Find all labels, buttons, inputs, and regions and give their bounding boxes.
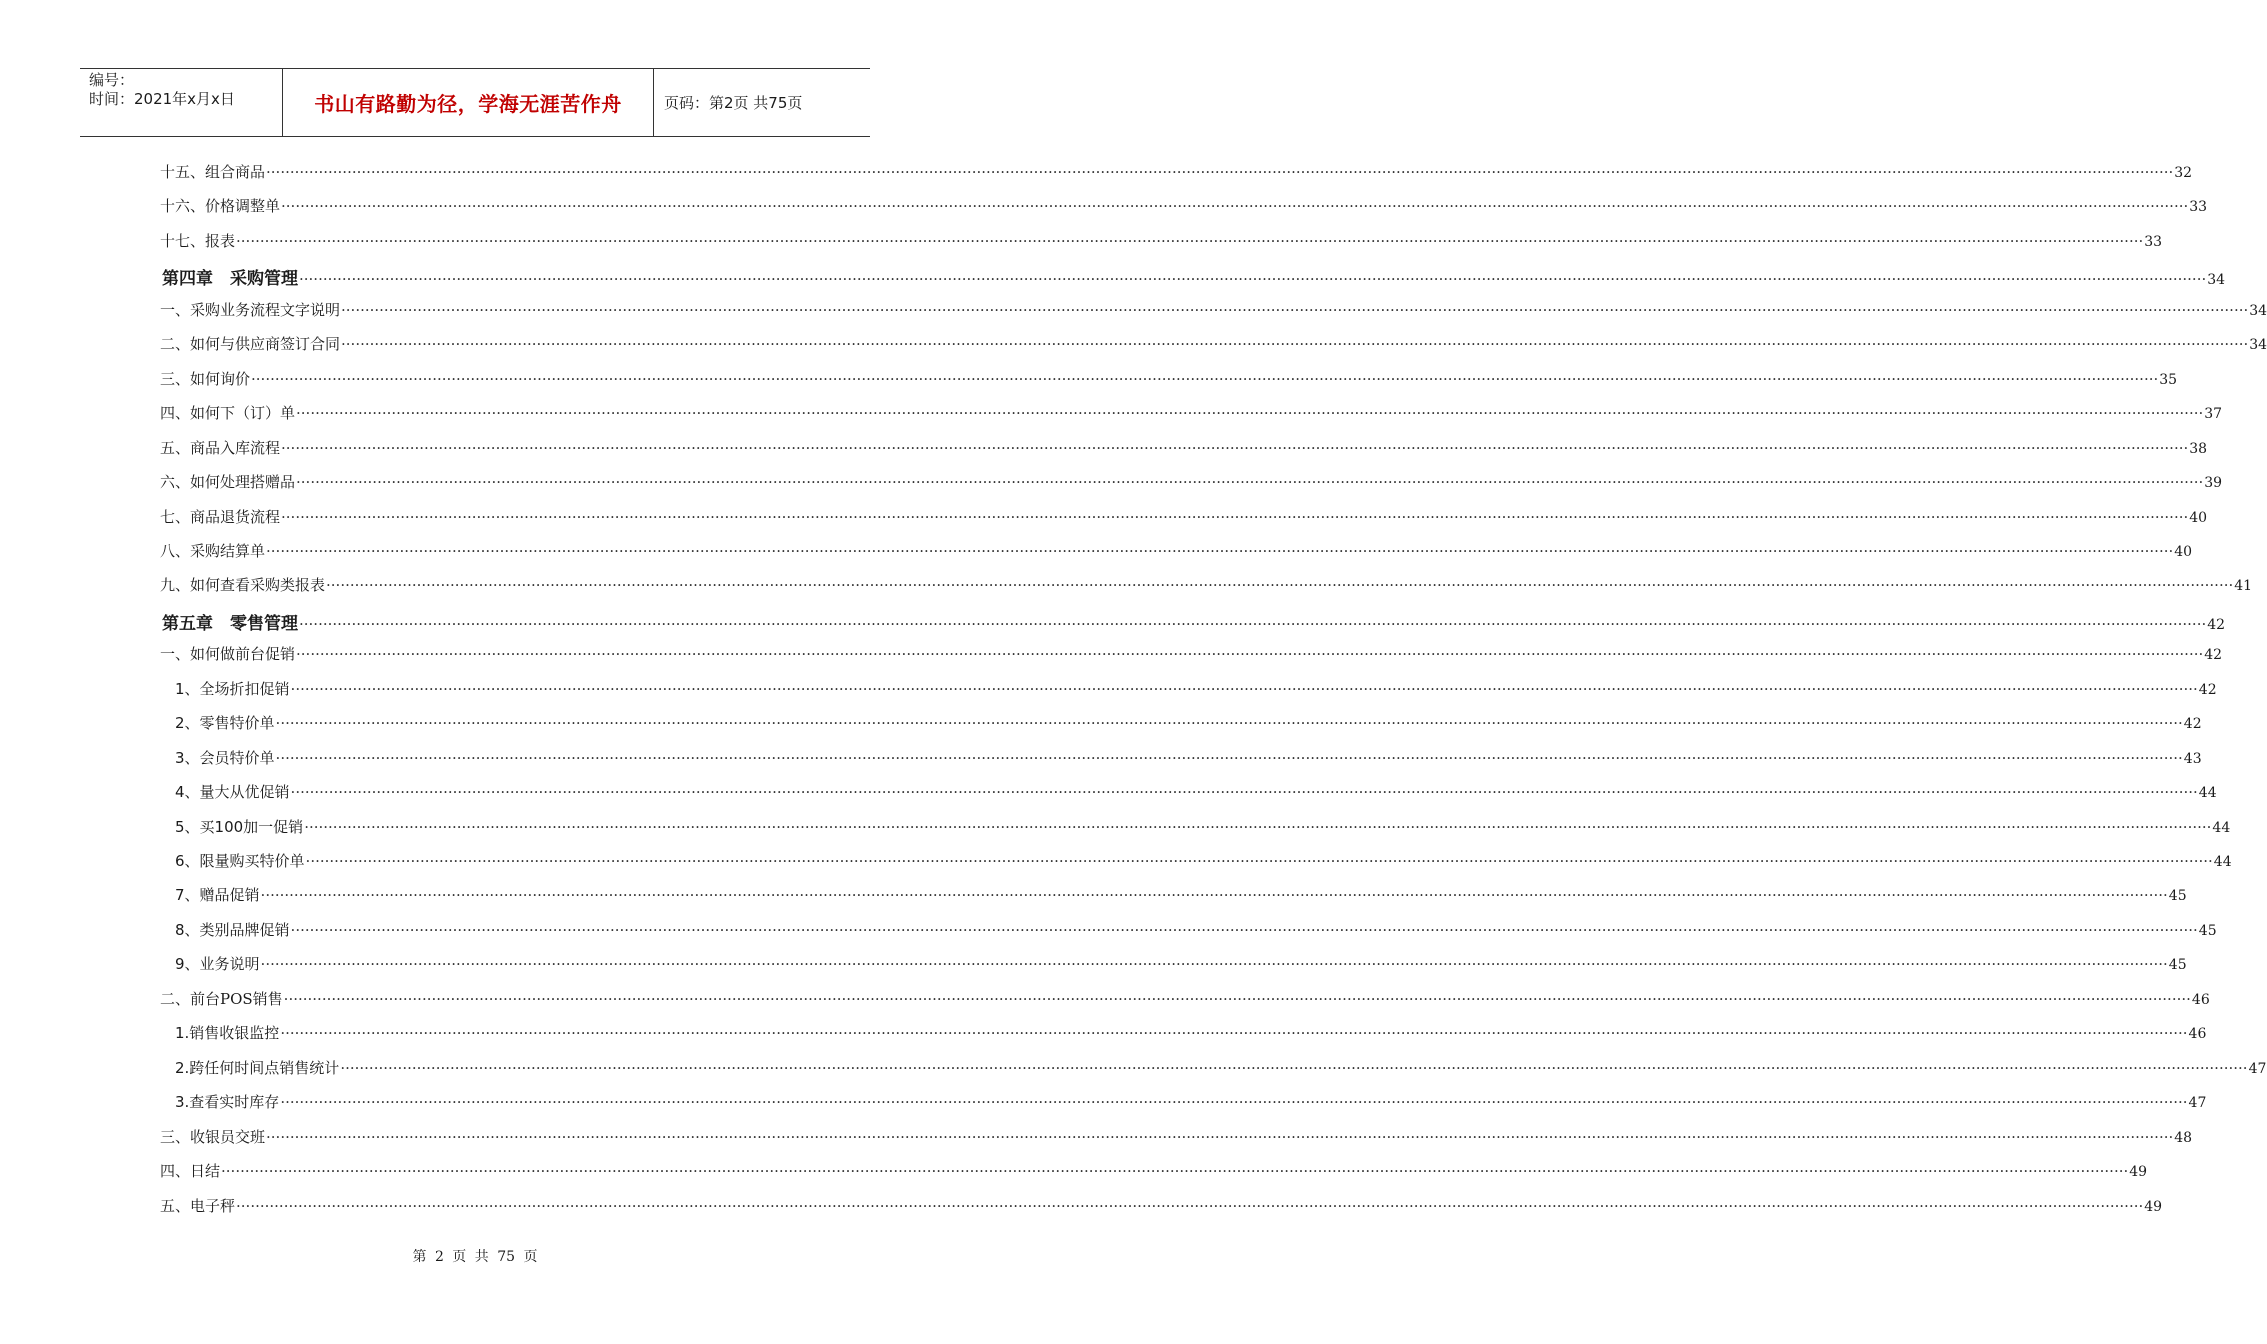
toc-dot-leader: ················································································································································································································································································································································································································ bbox=[275, 748, 2183, 767]
toc-entry-title: 十七、报表 bbox=[160, 231, 236, 250]
toc-dot-leader: ················································································································································································································································································································································································································ bbox=[296, 645, 2204, 664]
toc-dot-leader: ················································································································································································································································································································································································································ bbox=[260, 955, 2168, 974]
toc-dot-leader: ················································································································································································································································································································································································································ bbox=[290, 679, 2198, 698]
toc-entry bbox=[175, 816, 2231, 838]
toc-chapter-entry bbox=[162, 609, 2226, 634]
toc-entry bbox=[175, 781, 2217, 803]
toc-entry-page-number: 33 bbox=[2189, 199, 2208, 216]
toc-entry bbox=[160, 402, 2223, 424]
toc-entry-page-number: 42 bbox=[2183, 716, 2202, 733]
toc-entry-page-number: 34 bbox=[2249, 337, 2267, 354]
toc-entry bbox=[160, 1160, 2148, 1182]
toc-dot-leader: ················································································································································································································································································································································································································ bbox=[266, 1127, 2174, 1146]
toc-entry-title: 9、业务说明 bbox=[175, 955, 260, 974]
toc-entry-page-number: 44 bbox=[2213, 854, 2232, 870]
toc-dot-leader: ················································································································································································································································································································································································································ bbox=[260, 886, 2168, 905]
toc-entry-page-number: 49 bbox=[2129, 1164, 2148, 1181]
toc-entry-title: 1、全场折扣促销 bbox=[175, 679, 290, 698]
toc-entry-title: 5、买100加一促销 bbox=[175, 817, 304, 836]
toc-dot-leader: ················································································································································································································································································································································································································ bbox=[280, 1024, 2188, 1043]
toc-entry-title: 七、商品退货流程 bbox=[160, 507, 281, 526]
toc-entry-page-number: 47 bbox=[2188, 1095, 2207, 1112]
document-number-label: 编号： bbox=[89, 71, 135, 89]
toc-entry bbox=[160, 299, 2267, 321]
toc-entry-title: 四、日结 bbox=[160, 1162, 221, 1181]
header-motto: 书山有路勤为径，学海无涯苦作舟 bbox=[314, 92, 622, 116]
toc-dot-leader: ················································································································································································································································································································································································································ bbox=[266, 163, 2174, 181]
toc-entry-page-number: 47 bbox=[2248, 1060, 2267, 1077]
toc-dot-leader: ················································································································································································································································································································································································································ bbox=[221, 1162, 2129, 1181]
toc-dot-leader: ················································································································································································································································································································································································································ bbox=[283, 989, 2191, 1008]
toc-entry-title: 1.销售收银监控 bbox=[175, 1024, 280, 1043]
toc-entry-title: 一、采购业务流程文字说明 bbox=[160, 300, 341, 319]
toc-entry-page-number: 40 bbox=[2189, 509, 2208, 526]
toc-entry-title: 一、如何做前台促销 bbox=[160, 645, 296, 664]
toc-entry bbox=[160, 540, 2193, 562]
toc-entry-page-number: 34 bbox=[2249, 302, 2267, 319]
toc-entry bbox=[160, 574, 2253, 596]
toc-entry bbox=[175, 712, 2202, 734]
toc-entry bbox=[160, 195, 2208, 217]
toc-dot-leader: ················································································································································································································································································································································································································ bbox=[341, 335, 2249, 354]
toc-entry-page-number: 40 bbox=[2174, 543, 2193, 560]
toc-entry bbox=[175, 747, 2202, 769]
toc-entry-page-number: 41 bbox=[2234, 578, 2253, 595]
toc-entry bbox=[175, 1091, 2207, 1113]
toc-entry-title: 6、限量购买特价单 bbox=[175, 852, 305, 870]
toc-dot-leader: ················································································································································································································································································································································································································ bbox=[251, 369, 2159, 388]
toc-dot-leader: ················································································································································································································································································································································································································ bbox=[281, 438, 2189, 457]
toc-dot-leader: ················································································································································································································································································································································································································ bbox=[266, 541, 2174, 560]
toc-dot-leader: ················································································································································································································································································································································································································ bbox=[299, 270, 2207, 289]
toc-dot-leader: ················································································································································································································································································································································································································ bbox=[305, 852, 2213, 870]
toc-entry bbox=[175, 953, 2187, 975]
toc-dot-leader: ················································································································································································································································································································································································································ bbox=[236, 1196, 2144, 1215]
toc-entry-page-number: 37 bbox=[2204, 406, 2223, 423]
toc-entry-page-number: 42 bbox=[2207, 616, 2226, 633]
toc-entry-title: 十六、价格调整单 bbox=[160, 197, 281, 216]
toc-entry-title: 3、会员特价单 bbox=[175, 748, 275, 767]
toc-entry-page-number: 45 bbox=[2168, 888, 2187, 905]
toc-entry-page-number: 43 bbox=[2183, 750, 2202, 767]
toc-entry-title: 九、如何查看采购类报表 bbox=[160, 576, 326, 595]
toc-entry bbox=[160, 1195, 2163, 1217]
toc-entry-page-number: 33 bbox=[2144, 233, 2163, 250]
toc-entry-page-number: 45 bbox=[2198, 922, 2217, 939]
toc-entry-title: 八、采购结算单 bbox=[160, 541, 266, 560]
toc-entry-page-number: 35 bbox=[2159, 371, 2178, 388]
toc-entry-page-number: 49 bbox=[2144, 1198, 2163, 1215]
toc-dot-leader: ················································································································································································································································································································································································································ bbox=[281, 197, 2189, 216]
toc-entry-title: 7、赠品促销 bbox=[175, 886, 260, 905]
toc-dot-leader: ················································································································································································································································································································································································································ bbox=[280, 1093, 2188, 1112]
toc-entry-page-number: 44 bbox=[2198, 785, 2217, 802]
toc-entry-title: 五、商品入库流程 bbox=[160, 438, 281, 457]
toc-entry bbox=[175, 884, 2187, 906]
toc-entry-title: 四、如何下（订）单 bbox=[160, 404, 296, 423]
toc-entry-title: 8、类别品牌促销 bbox=[175, 920, 290, 939]
toc-entry bbox=[175, 1022, 2207, 1044]
toc-entry-title: 二、前台POS销售 bbox=[160, 989, 283, 1008]
toc-entry-title: 五、电子秤 bbox=[160, 1196, 236, 1215]
toc-entry bbox=[160, 437, 2208, 459]
header-page-info: 页码：第2页 共75页 bbox=[664, 94, 803, 112]
toc-dot-leader: ················································································································································································································································································································································································································ bbox=[326, 576, 2234, 595]
toc-dot-leader: ················································································································································································································································································································································································································ bbox=[296, 404, 2204, 423]
toc-entry-title: 三、如何询价 bbox=[160, 369, 251, 388]
toc-entry-page-number: 46 bbox=[2191, 991, 2210, 1008]
toc-entry-page-number: 46 bbox=[2188, 1026, 2207, 1043]
toc-entry-page-number: 45 bbox=[2168, 957, 2187, 974]
toc-entry bbox=[175, 850, 2232, 872]
toc-dot-leader: ················································································································································································································································································································································································································ bbox=[275, 714, 2183, 733]
toc-entry bbox=[160, 1126, 2193, 1148]
toc-entry-page-number: 38 bbox=[2189, 440, 2208, 457]
toc-entry-title: 第五章 零售管理 bbox=[162, 613, 298, 634]
toc-entry bbox=[160, 506, 2208, 528]
toc-entry-title: 十五、组合商品 bbox=[160, 163, 266, 181]
toc-dot-leader: ················································································································································································································································································································································································································ bbox=[290, 920, 2198, 939]
toc-dot-leader: ················································································································································································································································································································································································································ bbox=[290, 783, 2198, 802]
page-footer: 第 2 页 共 75 页 bbox=[412, 1249, 538, 1265]
toc-dot-leader: ················································································································································································································································································································································································································ bbox=[304, 817, 2212, 836]
toc-entry-title: 三、收银员交班 bbox=[160, 1127, 266, 1146]
toc-entry-page-number: 42 bbox=[2198, 681, 2217, 698]
toc-dot-leader: ················································································································································································································································································································································································································ bbox=[340, 1058, 2248, 1077]
toc-entry bbox=[160, 161, 2193, 183]
toc-entry-page-number: 32 bbox=[2174, 165, 2193, 181]
toc-entry-title: 4、量大从优促销 bbox=[175, 783, 290, 802]
toc-entry-title: 2、零售特价单 bbox=[175, 714, 275, 733]
toc-entry bbox=[160, 471, 2223, 493]
toc-entry bbox=[175, 678, 2217, 700]
toc-entry-page-number: 44 bbox=[2212, 819, 2231, 836]
toc-entry-title: 3.查看实时库存 bbox=[175, 1093, 280, 1112]
toc-entry bbox=[160, 988, 2210, 1010]
toc-chapter-entry bbox=[162, 264, 2226, 290]
toc-entry-page-number: 39 bbox=[2204, 475, 2223, 492]
toc-entry-title: 二、如何与供应商签订合同 bbox=[160, 335, 341, 354]
toc-dot-leader: ················································································································································································································································································································································································································ bbox=[236, 231, 2144, 250]
toc-entry-page-number: 48 bbox=[2174, 1129, 2193, 1146]
toc-entry bbox=[160, 333, 2267, 355]
toc-dot-leader: ················································································································································································································································································································································································································ bbox=[281, 507, 2189, 526]
toc-entry bbox=[175, 919, 2217, 941]
toc-entry-title: 六、如何处理搭赠品 bbox=[160, 473, 296, 492]
toc-dot-leader: ················································································································································································································································································································································································································ bbox=[341, 300, 2249, 319]
toc-dot-leader: ················································································································································································································································································································································································································ bbox=[296, 473, 2204, 492]
toc-entry-title: 第四章 采购管理 bbox=[162, 269, 298, 290]
toc-entry bbox=[160, 230, 2163, 252]
toc-entry bbox=[160, 643, 2223, 665]
toc-dot-leader: ················································································································································································································································································································································································································ bbox=[299, 614, 2207, 633]
document-date: 时间：2021年x月x日 bbox=[89, 90, 235, 108]
toc-entry bbox=[160, 368, 2178, 390]
toc-entry-title: 2.跨任何时间点销售统计 bbox=[175, 1058, 340, 1077]
toc-entry-page-number: 34 bbox=[2207, 272, 2226, 289]
toc-entry-page-number: 42 bbox=[2204, 647, 2223, 664]
toc-entry bbox=[175, 1057, 2267, 1079]
